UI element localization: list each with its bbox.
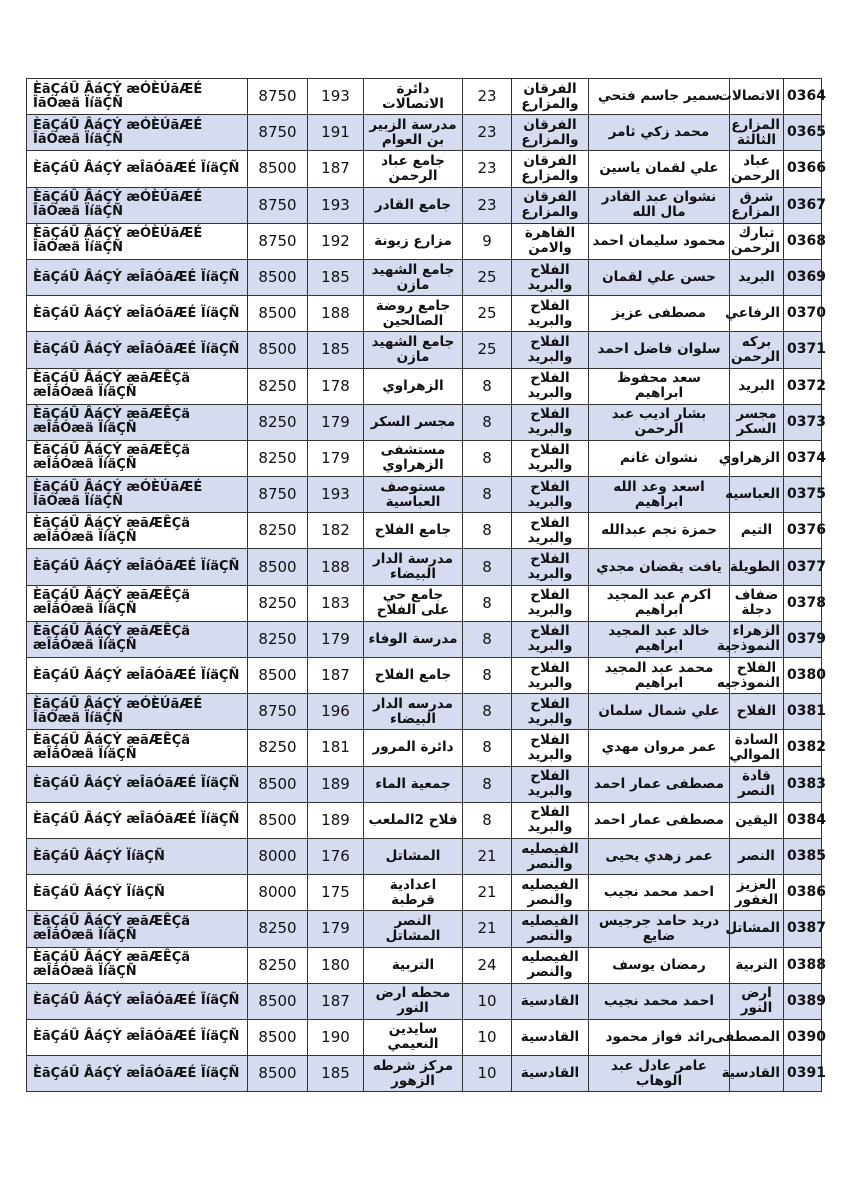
sector-cell: 8 [463,440,512,476]
number-cell: 193 [308,187,364,223]
district-cell: الفلاح والبريد [512,477,589,513]
code-cell: 0365 [784,115,822,151]
center-cell: جامع الشهيد مازن [364,259,463,295]
table-row [27,513,822,549]
center-cell: جامع الشهيد مازن [364,332,463,368]
name-cell: محمد زكي ثامر [589,115,730,151]
amount-in-words: ÈãÇáÛ ÂáÇÝ æãÆÊÇä æÎãÓæä ÏíäÇÑ [27,404,248,440]
center-cell: جامع حي على الفلاح [364,585,463,621]
sector-cell: 9 [463,223,512,259]
number-cell: 185 [308,1056,364,1092]
area-cell: تبارك الرحمن [730,223,784,259]
area-cell: السادة الموالي [730,730,784,766]
amount-in-words: ÈãÇáÛ ÂáÇÝ æÓÈÚãÆÉ ÎãÓæä ÏíäÇÑ [27,115,248,151]
district-cell: الفلاح والبريد [512,368,589,404]
sector-cell: 8 [463,404,512,440]
center-cell: جامع القادر [364,187,463,223]
amount-cell: 8750 [248,115,308,151]
name-cell: علي لقمان ياسين [589,151,730,187]
number-cell: 189 [308,766,364,802]
sector-cell: 23 [463,151,512,187]
amount-cell: 8250 [248,911,308,947]
center-cell: سايدين النعيمي [364,1019,463,1055]
amount-in-words: ÈãÇáÛ ÂáÇÝ æÎãÓãÆÉ ÏíäÇÑ [27,259,248,295]
sector-cell: 24 [463,947,512,983]
number-cell: 179 [308,404,364,440]
district-cell: الفلاح والبريد [512,621,589,657]
area-cell: ضفاف دجلة [730,585,784,621]
area-cell: قادة النصر [730,766,784,802]
table-row [27,187,822,223]
number-cell: 193 [308,79,364,115]
table-row [27,1019,822,1055]
sector-cell: 21 [463,838,512,874]
code-cell: 0376 [784,513,822,549]
name-cell: بشار اديب عبد الرحمن [589,404,730,440]
amount-in-words: ÈãÇáÛ ÂáÇÝ æÎãÓãÆÉ ÏíäÇÑ [27,658,248,694]
number-cell: 190 [308,1019,364,1055]
amount-in-words: ÈãÇáÛ ÂáÇÝ æãÆÊÇä æÎãÓæä ÏíäÇÑ [27,368,248,404]
name-cell: محمد عبد المجيد ابراهيم [589,658,730,694]
area-cell: المزارع الثالثة [730,115,784,151]
center-cell: جامع عباد الرحمن [364,151,463,187]
area-cell: الرفاعي [730,296,784,332]
amount-in-words: ÈãÇáÛ ÂáÇÝ æÎãÓãÆÉ ÏíäÇÑ [27,983,248,1019]
district-cell: الفلاح والبريد [512,513,589,549]
number-cell: 178 [308,368,364,404]
name-cell: سمير جاسم فتحي [589,79,730,115]
name-cell: عامر عادل عبد الوهاب [589,1056,730,1092]
center-cell: دائرة المرور [364,730,463,766]
code-cell: 0386 [784,875,822,911]
table-row [27,151,822,187]
sector-cell: 8 [463,802,512,838]
table-row [27,875,822,911]
sector-cell: 8 [463,621,512,657]
name-cell: سعد محفوظ ابراهيم [589,368,730,404]
sector-cell: 10 [463,983,512,1019]
amount-in-words: ÈãÇáÛ ÂáÇÝ æÎãÓãÆÉ ÏíäÇÑ [27,766,248,802]
district-cell: القادسية [512,1019,589,1055]
table-row [27,332,822,368]
amount-cell: 8500 [248,1019,308,1055]
amount-cell: 8500 [248,658,308,694]
center-cell: جامع الفلاح [364,513,463,549]
center-cell: مركز شرطه الزهور [364,1056,463,1092]
table-row [27,368,822,404]
name-cell: عمر مروان مهدي [589,730,730,766]
sector-cell: 10 [463,1019,512,1055]
table-row [27,549,822,585]
name-cell: دريد حامد جرجيس ضايع [589,911,730,947]
table-row [27,983,822,1019]
code-cell: 0378 [784,585,822,621]
amount-cell: 8000 [248,838,308,874]
amount-in-words: ÈãÇáÛ ÂáÇÝ æãÆÊÇä æÎãÓæä ÏíäÇÑ [27,947,248,983]
code-cell: 0374 [784,440,822,476]
district-cell: الفلاح والبريد [512,332,589,368]
name-cell: رمضان يوسف [589,947,730,983]
number-cell: 185 [308,259,364,295]
center-cell: مستوصف العباسية [364,477,463,513]
sector-cell: 8 [463,694,512,730]
sector-cell: 23 [463,79,512,115]
table-row [27,79,822,115]
number-cell: 187 [308,658,364,694]
center-cell: مزارع زيونة [364,223,463,259]
code-cell: 0370 [784,296,822,332]
amount-cell: 8500 [248,1056,308,1092]
code-cell: 0380 [784,658,822,694]
center-cell: فلاح 2الملعب [364,802,463,838]
code-cell: 0366 [784,151,822,187]
code-cell: 0382 [784,730,822,766]
amount-cell: 8250 [248,585,308,621]
code-cell: 0368 [784,223,822,259]
name-cell: نشوان غانم [589,440,730,476]
amount-in-words: ÈãÇáÛ ÂáÇÝ æÓÈÚãÆÉ ÎãÓæä ÏíäÇÑ [27,223,248,259]
center-cell: مدرسة الدار البيضاء [364,549,463,585]
district-cell: الفلاح والبريد [512,404,589,440]
area-cell: شرق المزارع [730,187,784,223]
number-cell: 187 [308,151,364,187]
district-cell: الفيصليه والنصر [512,838,589,874]
amount-cell: 8500 [248,259,308,295]
code-cell: 0381 [784,694,822,730]
amount-in-words: ÈãÇáÛ ÂáÇÝ æÓÈÚãÆÉ ÎãÓæä ÏíäÇÑ [27,79,248,115]
sector-cell: 8 [463,513,512,549]
amount-cell: 8500 [248,766,308,802]
district-cell: الفرقان والمزارع [512,115,589,151]
area-cell: عباد الرحمن [730,151,784,187]
number-cell: 180 [308,947,364,983]
district-cell: الفيصليه والنصر [512,947,589,983]
number-cell: 175 [308,875,364,911]
code-cell: 0375 [784,477,822,513]
district-cell: الفرقان والمزارع [512,79,589,115]
amount-cell: 8250 [248,440,308,476]
amount-in-words: ÈãÇáÛ ÂáÇÝ æãÆÊÇä æÎãÓæä ÏíäÇÑ [27,440,248,476]
name-cell: علي شمال سلمان [589,694,730,730]
name-cell: محمود سليمان احمد [589,223,730,259]
area-cell: اليقين [730,802,784,838]
amount-cell: 8750 [248,477,308,513]
amount-cell: 8000 [248,875,308,911]
center-cell: الزهراوي [364,368,463,404]
area-cell: الفلاح النموذجيه [730,658,784,694]
center-cell: مدرسة الزبير بن العوام [364,115,463,151]
amount-cell: 8500 [248,296,308,332]
number-cell: 187 [308,983,364,1019]
name-cell: سلوان فاضل احمد [589,332,730,368]
sector-cell: 21 [463,911,512,947]
number-cell: 176 [308,838,364,874]
number-cell: 189 [308,802,364,838]
table-row [27,115,822,151]
code-cell: 0369 [784,259,822,295]
name-cell: مصطفى عزيز [589,296,730,332]
amount-in-words: ÈãÇáÛ ÂáÇÝ æãÆÊÇä æÎãÓæä ÏíäÇÑ [27,911,248,947]
name-cell: يافت يقضان مجدي [589,549,730,585]
amount-in-words: ÈãÇáÛ ÂáÇÝ æÎãÓãÆÉ ÏíäÇÑ [27,332,248,368]
name-cell: عمر زهدي يحيى [589,838,730,874]
area-cell: المشاتل [730,911,784,947]
number-cell: 188 [308,296,364,332]
amount-cell: 8250 [248,368,308,404]
code-cell: 0364 [784,79,822,115]
table-row [27,838,822,874]
area-cell: التيم [730,513,784,549]
code-cell: 0383 [784,766,822,802]
area-cell: الاتصالات [730,79,784,115]
area-cell: البريد [730,368,784,404]
sector-cell: 25 [463,259,512,295]
center-cell: دائرة الاتصالات [364,79,463,115]
table-row [27,223,822,259]
amount-in-words: ÈãÇáÛ ÂáÇÝ æÎãÓãÆÉ ÏíäÇÑ [27,549,248,585]
district-cell: الفلاح والبريد [512,296,589,332]
name-cell: رائد فواز محمود [589,1019,730,1055]
district-cell: القاهرة والامن [512,223,589,259]
sector-cell: 8 [463,766,512,802]
number-cell: 191 [308,115,364,151]
code-cell: 0387 [784,911,822,947]
code-cell: 0371 [784,332,822,368]
sector-cell: 23 [463,115,512,151]
amount-in-words: ÈãÇáÛ ÂáÇÝ æÎãÓãÆÉ ÏíäÇÑ [27,1019,248,1055]
name-cell: اسعد وعد الله ابراهيم [589,477,730,513]
area-cell: المصطفى [730,1019,784,1055]
center-cell: جمعية الماء [364,766,463,802]
sector-cell: 8 [463,368,512,404]
code-cell: 0391 [784,1056,822,1092]
amount-in-words: ÈãÇáÛ ÂáÇÝ æãÆÊÇä æÎãÓæä ÏíäÇÑ [27,621,248,657]
area-cell: ارض النور [730,983,784,1019]
amount-cell: 8250 [248,621,308,657]
amount-cell: 8500 [248,549,308,585]
sector-cell: 8 [463,477,512,513]
table-row [27,1056,822,1092]
name-cell: احمد محمد نجيب [589,983,730,1019]
center-cell: محطه ارض النور [364,983,463,1019]
district-cell: الفلاح والبريد [512,440,589,476]
district-cell: الفيصليه والنصر [512,875,589,911]
sector-cell: 8 [463,549,512,585]
sector-cell: 8 [463,730,512,766]
number-cell: 185 [308,332,364,368]
amount-in-words: ÈãÇáÛ ÂáÇÝ æÓÈÚãÆÉ ÎãÓæä ÏíäÇÑ [27,694,248,730]
center-cell: مجسر السكر [364,404,463,440]
area-cell: مجسر السكر [730,404,784,440]
amount-in-words: ÈãÇáÛ ÂáÇÝ ÏíäÇÑ [27,838,248,874]
amount-cell: 8500 [248,332,308,368]
number-cell: 188 [308,549,364,585]
sector-cell: 8 [463,585,512,621]
table-row [27,404,822,440]
table-row [27,911,822,947]
district-cell: الفلاح والبريد [512,766,589,802]
number-cell: 179 [308,621,364,657]
area-cell: العباسيه [730,477,784,513]
table-body [27,79,826,1092]
area-cell: القادسية [730,1056,784,1092]
area-cell: الفلاح [730,694,784,730]
table-row [27,658,822,694]
amount-in-words: ÈãÇáÛ ÂáÇÝ æãÆÊÇä æÎãÓæä ÏíäÇÑ [27,585,248,621]
number-cell: 182 [308,513,364,549]
center-cell: مدرسة الوفاء [364,621,463,657]
district-cell: الفلاح والبريد [512,802,589,838]
table-row [27,694,822,730]
area-cell: الطويلة [730,549,784,585]
area-cell: البريد [730,259,784,295]
code-cell: 0373 [784,404,822,440]
center-cell: جامع روضة الصالحين [364,296,463,332]
amount-cell: 8750 [248,187,308,223]
code-cell: 0379 [784,621,822,657]
district-cell: الفرقان والمزارع [512,187,589,223]
district-cell: الفلاح والبريد [512,259,589,295]
amount-in-words: ÈãÇáÛ ÂáÇÝ æÎãÓãÆÉ ÏíäÇÑ [27,151,248,187]
amount-cell: 8250 [248,947,308,983]
table-row [27,259,822,295]
table-row [27,730,822,766]
amount-in-words: ÈãÇáÛ ÂáÇÝ æÎãÓãÆÉ ÏíäÇÑ [27,802,248,838]
name-cell: احمد محمد نجيب [589,875,730,911]
number-cell: 181 [308,730,364,766]
table-row [27,802,822,838]
amount-in-words: ÈãÇáÛ ÂáÇÝ ÏíäÇÑ [27,875,248,911]
number-cell: 193 [308,477,364,513]
table-row [27,766,822,802]
amount-cell: 8500 [248,983,308,1019]
district-cell: الفرقان والمزارع [512,151,589,187]
number-cell: 183 [308,585,364,621]
table-row [27,947,822,983]
area-cell: النصر [730,838,784,874]
sector-cell: 10 [463,1056,512,1092]
amount-in-words: ÈãÇáÛ ÂáÇÝ æÎãÓãÆÉ ÏíäÇÑ [27,1056,248,1092]
sector-cell: 25 [463,296,512,332]
district-cell: الفلاح والبريد [512,730,589,766]
amount-cell: 8250 [248,513,308,549]
amount-cell: 8500 [248,802,308,838]
area-cell: الزهراء النموذجية [730,621,784,657]
center-cell: النصر المشاتل [364,911,463,947]
district-cell: الفيصليه والنصر [512,911,589,947]
name-cell: حمزة نجم عبدالله [589,513,730,549]
name-cell: مصطفى عمار احمد [589,766,730,802]
area-cell: التربية [730,947,784,983]
area-cell: الزهراوي [730,440,784,476]
name-cell: خالد عبد المجيد ابراهيم [589,621,730,657]
sector-cell: 23 [463,187,512,223]
code-cell: 0389 [784,983,822,1019]
district-cell: القادسية [512,983,589,1019]
number-cell: 179 [308,440,364,476]
name-cell: مصطفى عمار احمد [589,802,730,838]
amount-cell: 8750 [248,79,308,115]
amount-in-words: ÈãÇáÛ ÂáÇÝ æÓÈÚãÆÉ ÎãÓæä ÏíäÇÑ [27,187,248,223]
amount-cell: 8750 [248,223,308,259]
amount-in-words: ÈãÇáÛ ÂáÇÝ æãÆÊÇä æÎãÓæä ÏíäÇÑ [27,730,248,766]
table-row [27,477,822,513]
amount-cell: 8500 [248,151,308,187]
amount-in-words: ÈãÇáÛ ÂáÇÝ æÎãÓãÆÉ ÏíäÇÑ [27,296,248,332]
center-cell: التربية [364,947,463,983]
number-cell: 179 [308,911,364,947]
name-cell: اكرم عبد المجيد ابراهيم [589,585,730,621]
code-cell: 0367 [784,187,822,223]
code-cell: 0377 [784,549,822,585]
amount-in-words: ÈãÇáÛ ÂáÇÝ æãÆÊÇä æÎãÓæä ÏíäÇÑ [27,513,248,549]
table-row [27,585,822,621]
name-cell: حسن علي لقمان [589,259,730,295]
center-cell: مستشفى الزهراوي [364,440,463,476]
code-cell: 0390 [784,1019,822,1055]
center-cell: المشاتل [364,838,463,874]
name-cell: نشوان عبد القادر مال الله [589,187,730,223]
amount-cell: 8250 [248,404,308,440]
amount-cell: 8250 [248,730,308,766]
area-cell: العزيز الغفور [730,875,784,911]
table-row [27,621,822,657]
amount-cell: 8750 [248,694,308,730]
center-cell: جامع الفلاح [364,658,463,694]
payment-table [26,78,826,1092]
code-cell: 0384 [784,802,822,838]
sector-cell: 8 [463,658,512,694]
number-cell: 196 [308,694,364,730]
number-cell: 192 [308,223,364,259]
district-cell: القادسية [512,1056,589,1092]
district-cell: الفلاح والبريد [512,694,589,730]
district-cell: الفلاح والبريد [512,549,589,585]
sector-cell: 25 [463,332,512,368]
code-cell: 0372 [784,368,822,404]
code-cell: 0385 [784,838,822,874]
district-cell: الفلاح والبريد [512,658,589,694]
center-cell: مدرسه الدار البيضاء [364,694,463,730]
table-row [27,296,822,332]
code-cell: 0388 [784,947,822,983]
amount-in-words: ÈãÇáÛ ÂáÇÝ æÓÈÚãÆÉ ÎãÓæä ÏíäÇÑ [27,477,248,513]
area-cell: بركه الرحمن [730,332,784,368]
district-cell: الفلاح والبريد [512,585,589,621]
sector-cell: 21 [463,875,512,911]
center-cell: اعدادية قرطبة [364,875,463,911]
table-row [27,440,822,476]
